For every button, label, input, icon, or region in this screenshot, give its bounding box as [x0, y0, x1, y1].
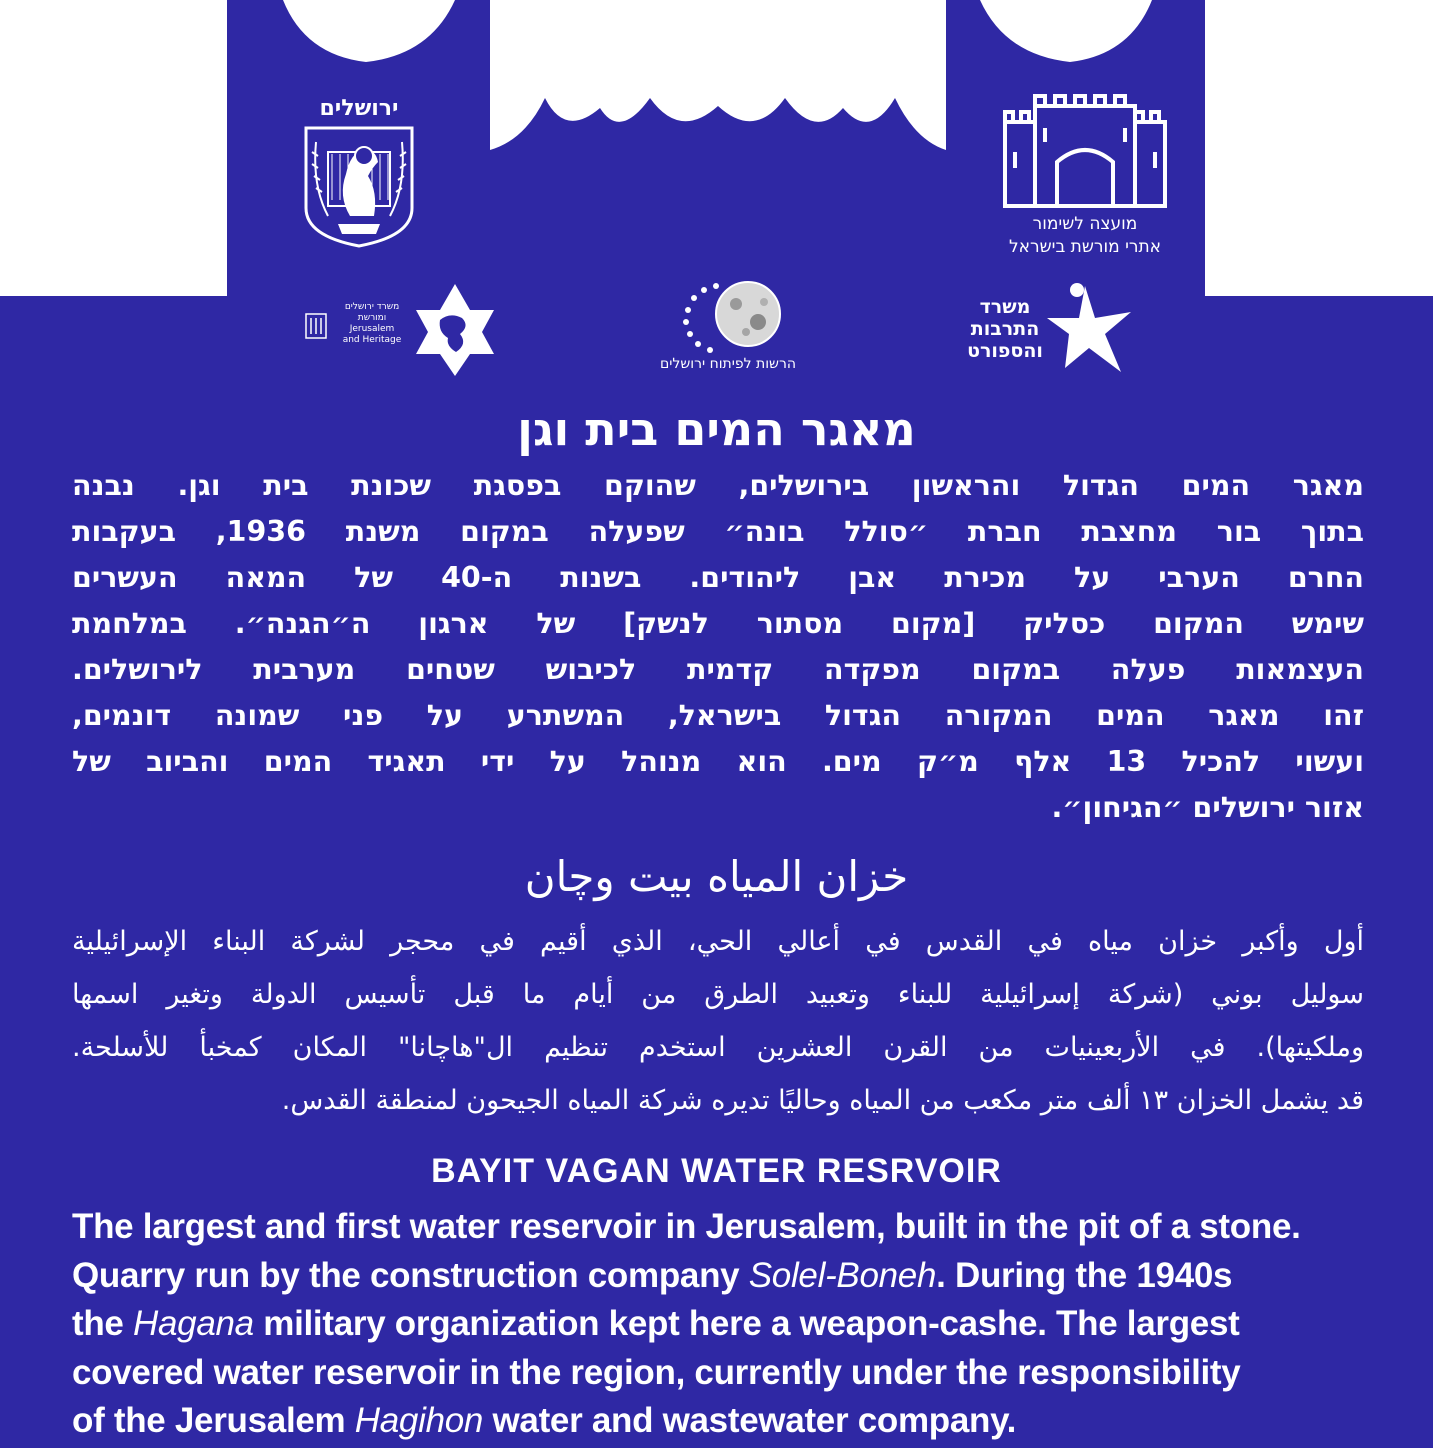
ministry-label-3: Jerusalem — [349, 324, 395, 334]
hebrew-line: שימש המקום כסליק [מקום מסתור לנשק] של ארגון ה״הגנה״. במלחמת — [72, 607, 1364, 640]
jerusalem-emblem-logo — [298, 96, 420, 248]
english-italic-name: Solel-Boneh — [748, 1255, 937, 1295]
hebrew-title: מאגר המים בית וגן — [517, 402, 916, 456]
english-text: the — [72, 1304, 134, 1343]
english-title: BAYIT VAGAN WATER RESRVOIR — [431, 1152, 1002, 1190]
jerusalem-lion-emblem-icon — [298, 96, 420, 248]
english-text: Quarry run by the construction company — [72, 1255, 749, 1295]
english-text: . During the 1940s — [936, 1255, 1233, 1295]
jerusalem-emblem-label: ירושלים — [319, 96, 399, 121]
jerusalem-ministry-logo — [300, 282, 496, 377]
english-italic-name: Hagana — [133, 1304, 254, 1343]
arabic-line: أول وأكبر خزان مياه في القدس في أعالي الحي، الذي أقيم في محجر لشركة البناء الإسرائيلية — [72, 926, 1364, 957]
english-text: of the Jerusalem — [72, 1401, 355, 1440]
hebrew-line: זהו מאגר המים המקורה הגדול בישראל, המשתרע על פני שמונה דונמים, — [72, 699, 1364, 732]
hebrew-line: מאגר המים הגדול והראשון בירושלים, שהוקם בפסגת שכונת בית וגן. נבנה — [72, 469, 1364, 502]
arabic-line: وملكيتها). في الأربعينيات من القرن العشرين استخدم تنظيم ال"هاچانا" المكان كمخبأ للأسلحة. — [72, 1032, 1364, 1063]
culture-ministry-logo — [955, 282, 1135, 377]
arabic-body — [72, 915, 1364, 1127]
arabic-line: سوليل بوني (شركة إسرائيلية للبناء وتعبيد الطرق من أيام ما قبل تأسيس الدولة وتغير اسمها — [72, 979, 1364, 1010]
heritage-council-label-1: מועצה לשימור — [1032, 214, 1138, 234]
english-line — [72, 1397, 1364, 1446]
english-body — [72, 1203, 1364, 1446]
ministry-label-2: ומורשת — [357, 313, 387, 323]
english-text: water and wastewater company. — [483, 1401, 1017, 1440]
hebrew-line: בתוך בור מחצבת חברת ״סולל בונה״ שפעלה במקום משנת 1936, בעקבות — [72, 515, 1365, 548]
arabic-title: خزان المياه بيت وچان — [524, 852, 909, 901]
ministry-label-4: and Heritage — [342, 335, 402, 345]
hebrew-line: החרם הערבי על מכירת אבן ליהודים. בשנות ה-40 של המאה העשרים — [72, 561, 1364, 594]
hebrew-line: ועשוי להכיל 13 אלף מ״ק מים. הוא מנוהל על ידי תאגיד המים והביוב של — [72, 745, 1364, 778]
arabic-line: قد يشمل الخزان ١٣ ألف متر مكعب من المياه وحاليًا تديره شركة المياه الجيحون لمنطقة القدس. — [281, 1085, 1364, 1116]
english-line: covered water reservoir in the region, currently under the responsibility — [72, 1352, 1241, 1392]
development-authority-moon-icon — [628, 280, 828, 355]
english-italic-name: Hagihon — [354, 1401, 484, 1440]
hebrew-body — [72, 463, 1364, 831]
ministry-label-1: משרד ירושלים — [344, 302, 400, 312]
development-authority-logo — [628, 280, 828, 380]
heritage-gate-building-icon — [985, 92, 1185, 212]
heritage-council-label-2: אתרי מורשת בישראל — [1008, 237, 1162, 257]
culture-ministry-label-1: משרד — [979, 296, 1031, 318]
culture-ministry-label-2: התרבות — [970, 318, 1040, 340]
heritage-council-logo — [985, 92, 1185, 267]
english-line — [72, 1252, 1364, 1301]
hebrew-line: העצמאות פעלה במקום מפקדה קדמית לכיבוש שטחים מערבית לירושלים. — [72, 653, 1364, 686]
culture-ministry-label-3: והספורט — [967, 340, 1043, 362]
english-line — [72, 1300, 1364, 1349]
english-line: The largest and first water reservoir in Jerusalem, built in the pit of a stone. — [72, 1207, 1301, 1246]
development-authority-label: הרשות לפיתוח ירושלים — [659, 356, 797, 372]
hebrew-line: אזור ירושלים ״הגיחון״. — [1051, 791, 1364, 824]
english-text: military organization kept here a weapon-cashe. The largest — [253, 1304, 1240, 1343]
